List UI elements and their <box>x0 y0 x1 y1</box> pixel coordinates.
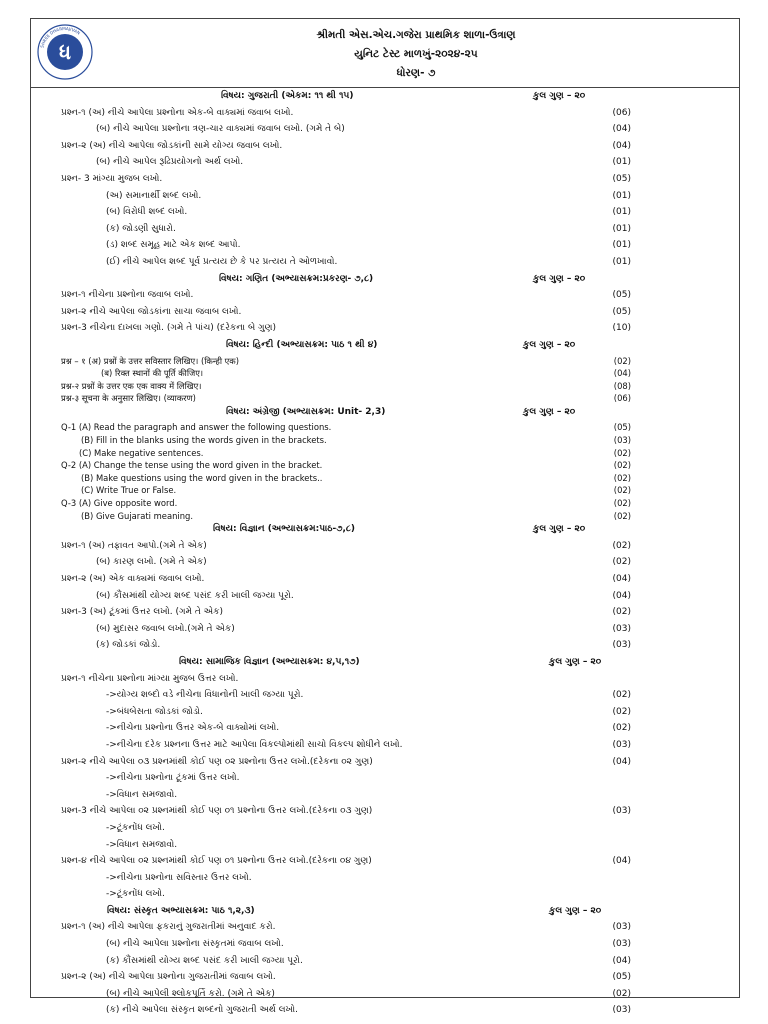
question-marks: (03) <box>612 1005 631 1016</box>
question-text: ->નીચેના પ્રશ્નોના ટૂંકમાં ઉત્તર લખો. <box>106 773 240 784</box>
question-row <box>31 937 739 954</box>
question-row <box>31 738 739 755</box>
question-text: (C) Write True or False. <box>81 485 177 496</box>
question-text: प्रश्न-३ सूचना के अनुसार लिखिए। (व्याकरण) <box>61 393 196 404</box>
subject-heading <box>31 272 739 289</box>
question-row <box>31 189 739 206</box>
question-row <box>31 920 739 937</box>
school-logo <box>35 22 95 82</box>
syllabus-rows <box>31 89 739 1020</box>
total-marks-label: કુલ ગુણ – ૨૦ <box>523 406 576 417</box>
subject-title: વિષય: ગુજરાતી (એકમ: ૧૧ થી ૧૫) <box>221 91 354 101</box>
question-marks: (04) <box>612 955 631 966</box>
question-text: (બ) નીચે આપેલા પ્રશ્નોના ત્રણ-ચાર વાક્યમાં જવાબ લખો. (ગમે તે બે) <box>96 124 345 135</box>
question-row <box>31 122 739 139</box>
question-text: (બ) કારણ લખો. (ગમે તે એક) <box>96 557 207 568</box>
question-text: ->નીચેના પ્રશ્નોના સવિસ્તાર ઉત્તર લખો. <box>106 872 252 883</box>
question-row <box>31 321 739 338</box>
question-row <box>31 459 739 472</box>
question-row <box>31 954 739 971</box>
question-text: પ્રશ્ન-3 નીચે આપેલા ૦૨ પ્રશ્નમાંથી કોઈ પણ ૦૧ પ્રશ્નોના ઉત્તર લખો.(દરેકના ૦૩ ગુણ) <box>61 806 373 817</box>
question-row <box>31 172 739 189</box>
question-marks: (06) <box>613 393 631 404</box>
question-marks: (02) <box>613 472 631 483</box>
question-row <box>31 380 739 393</box>
question-row <box>31 804 739 821</box>
question-row <box>31 1003 739 1020</box>
standard-label: ધોરણ- ૭ <box>396 67 436 79</box>
question-text: પ્રશ્ન-૨ (અ) નીચે આપેલા પ્રશ્નોના ગુજરાતીમાં જવાબ લખો. <box>61 972 276 983</box>
question-marks: (02) <box>613 460 631 471</box>
question-marks: (02) <box>612 723 631 734</box>
question-row <box>31 539 739 556</box>
question-marks: (05) <box>612 173 631 184</box>
question-text: (ઈ) નીચે આપેલ શબ્દ પૂર્વ પ્રત્યય છે કે પર પ્રત્યય તે ઓળખાવો. <box>106 256 338 267</box>
school-name: શ્રીમતી એસ.એચ.ગજેરા પ્રાથમિક શાળા-ઉત્રાણ <box>316 29 516 41</box>
question-text: (બ) મુદાસર જવાબ લખો.(ગમે તે એક) <box>96 623 235 634</box>
question-marks: (01) <box>612 256 631 267</box>
subject-heading <box>31 655 739 672</box>
question-row <box>31 355 739 368</box>
question-text: (બ) નીચે આપેલી શ્લોકપૂર્તિ કરો. (ગમે તે એક) <box>106 988 275 999</box>
question-text: (ક) જોડકાં જોડો. <box>96 640 161 651</box>
subject-heading <box>31 405 739 422</box>
question-text: (ક) નીચે આપેલા સંસ્કૃત શબ્દનો ગુજરાતી અર્થ લખો. <box>106 1005 299 1016</box>
question-text: પ્રશ્ન-૨ નીચે આપેલા ૦૩ પ્રશ્નમાંથી કોઈ પણ ૦૨ પ્રશ્નોના ઉત્તર લખો.(દરેકના ૦૨ ગુણ) <box>61 756 373 767</box>
question-text: Q-2 (A) Change the tense using the word given in the bracket. <box>61 460 323 471</box>
question-text: ->વિધાન સમજાવો. <box>106 839 178 850</box>
question-marks: (01) <box>612 207 631 218</box>
question-marks: (01) <box>612 240 631 251</box>
question-text: (બ) નીચે આપેલા પ્રશ્નોના સંસ્કૃતમાં જવાબ લખો. <box>106 939 284 950</box>
question-marks: (03) <box>613 435 631 446</box>
question-marks: (03) <box>612 640 631 651</box>
total-marks-label: કુલ ગુણ – ૨૦ <box>533 273 586 284</box>
question-row <box>31 392 739 405</box>
question-text: પ્રશ્ન-૧ (અ) નીચે આપેલા પ્રશ્નોના એક-બે વાક્યમાં જવાબ લખો. <box>61 107 294 118</box>
question-row <box>31 497 739 510</box>
question-marks: (02) <box>613 447 631 458</box>
subject-heading <box>31 89 739 106</box>
question-row <box>31 555 739 572</box>
question-text: પ્રશ્ન-૪ નીચે આપેલા ૦૨ પ્રશ્નમાંથી કોઈ પણ ૦૧ પ્રશ્નોના ઉત્તર લખો.(દરેકના ૦૪ ગુણ) <box>61 856 372 867</box>
total-marks-label: કુલ ગુણ – ૨૦ <box>523 339 576 350</box>
total-marks-label: કુલ ગુણ – ૨૦ <box>549 656 602 667</box>
subject-title: વિષય: હિન્દી (અભ્યાસક્રમ: પાઠ ૧ થી ૪) <box>226 339 378 350</box>
question-row <box>31 572 739 589</box>
question-marks: (02) <box>613 355 631 366</box>
sheet-header <box>31 19 739 88</box>
subject-title: વિષય: અંગ્રેજી (અભ્યાસક્રમ: Unit- 2,3) <box>226 406 386 417</box>
question-marks: (01) <box>612 223 631 234</box>
question-text: ->નીચેના દરેક પ્રશ્નના ઉત્તર માટે આપેલા વિકલ્પોમાંથી સાચો વિકલ્પ શોધીને લખો. <box>106 739 403 750</box>
question-row <box>31 589 739 606</box>
question-row <box>31 106 739 123</box>
question-row <box>31 222 739 239</box>
question-marks: (05) <box>612 972 631 983</box>
question-marks: (02) <box>613 498 631 509</box>
question-text: પ્રશ્ન-૧ (અ) નીચે આપેલા ફકરાનું ગુજરાતીમાં અનુવાદ કરો. <box>61 922 276 933</box>
question-row <box>31 255 739 272</box>
subject-title: વિષય: ગણિત (અભ્યાસક્રમ:પ્રકરણ- ૭,૮) <box>219 273 374 284</box>
question-row <box>31 472 739 485</box>
question-row <box>31 672 739 689</box>
subject-title: વિષય: સામાજિક વિજ્ઞાન (અભ્યાસક્રમ: ૪,૫,૧૭) <box>179 656 360 667</box>
question-row <box>31 367 739 380</box>
question-row <box>31 622 739 639</box>
question-marks: (02) <box>613 485 631 496</box>
question-row <box>31 771 739 788</box>
question-text: ->યોગ્ય શબ્દો વડે નીચેના વિધાનોની ખાલી જગ્યા પૂરો. <box>106 690 304 701</box>
question-row <box>31 987 739 1004</box>
question-row <box>31 434 739 447</box>
question-text: (અ) સમાનાર્થી શબ્દ લખો. <box>106 190 202 201</box>
question-text: प्रश्न – १ (अ) प्रश्नों के उत्तर सविस्तार लिखिए। (किन्ही एक) <box>61 355 239 366</box>
question-text: Q-3 (A) Give opposite word. <box>61 498 178 509</box>
question-text: ->ટૂંકનોંધ લખો. <box>106 889 165 900</box>
question-row <box>31 705 739 722</box>
question-row <box>31 155 739 172</box>
question-marks: (02) <box>612 988 631 999</box>
question-marks: (03) <box>612 739 631 750</box>
question-row <box>31 821 739 838</box>
question-row <box>31 238 739 255</box>
question-row <box>31 421 739 434</box>
question-marks: (05) <box>613 422 631 433</box>
question-text: પ્રશ્ન-૧ નીચેના પ્રશ્નોના માંગ્યા મુજબ ઉત્તર લખો. <box>61 673 239 684</box>
question-row <box>31 205 739 222</box>
subject-heading <box>31 522 739 539</box>
question-row <box>31 871 739 888</box>
total-marks-label: કુલ ગુણ – ૨૦ <box>533 91 586 101</box>
question-row <box>31 755 739 772</box>
question-text: પ્રશ્ન-૧ (અ) તફાવત આપો.(ગમે તે એક) <box>61 540 207 551</box>
subject-heading <box>31 904 739 921</box>
question-row <box>31 484 739 497</box>
question-marks: (04) <box>612 590 631 601</box>
question-marks: (05) <box>612 306 631 317</box>
question-marks: (05) <box>612 290 631 301</box>
total-marks-label: કુલ ગુણ – ૨૦ <box>549 905 602 916</box>
question-text: ->ટૂંકનોંધ લખો. <box>106 822 165 833</box>
question-text: પ્રશ્ન-૨ (અ) નીચે આપેલા જોડકાંની સામે યોગ્ય જવાબ લખો. <box>61 140 283 151</box>
question-text: (ક) કૌંસમાંથી યોગ્ય શબ્દ પસંદ કરી ખાલી જગ્યા પૂરો. <box>106 955 303 966</box>
question-row <box>31 139 739 156</box>
question-text: પ્રશ્ન-૨ (અ) એક વાક્યમાં જવાબ લખો. <box>61 574 205 584</box>
question-text: (B) Make questions using the word given in the brackets.. <box>81 472 323 483</box>
question-marks: (02) <box>612 706 631 717</box>
question-marks: (03) <box>612 922 631 933</box>
question-row <box>31 788 739 805</box>
question-text: Q-1 (A) Read the paragraph and answer the following questions. <box>61 422 332 433</box>
question-row <box>31 447 739 460</box>
question-row <box>31 838 739 855</box>
question-text: (B) Give Gujarati meaning. <box>81 510 193 521</box>
question-row <box>31 688 739 705</box>
question-text: (B) Fill in the blanks using the words given in the brackets. <box>81 435 327 446</box>
question-row <box>31 305 739 322</box>
question-marks: (01) <box>612 190 631 201</box>
question-marks: (04) <box>612 124 631 135</box>
subject-title: વિષય: સંસ્કૃત અભ્યાસક્રમ: પાઠ ૧,૨,૩) <box>107 905 255 916</box>
question-text: ->વિધાન સમજાવો. <box>106 789 178 800</box>
question-row <box>31 288 739 305</box>
question-marks: (02) <box>612 690 631 701</box>
question-text: (C) Make negative sentences. <box>79 447 204 458</box>
question-text: ->નીચેના પ્રશ્નોના ઉત્તર એક-બે વાક્યોમાં લખો. <box>106 723 280 734</box>
logo-text: SHREE DHARMAJIVAN <box>39 25 82 49</box>
question-text: પ્રશ્ન-૧ નીચેના પ્રશ્નોના જવાબ લખો. <box>61 290 194 301</box>
question-text: (ब) रिक्त स्थानों की पूर्ति कीजिए। <box>101 368 204 379</box>
question-row <box>31 970 739 987</box>
question-text: (બ) વિરોધી શબ્દ લખો. <box>106 207 188 218</box>
question-text: પ્રશ્ન-૨ નીચે આપેલા જોડકાંના સાચા જવાબ લખો. <box>61 306 242 317</box>
question-text: प्रश्न-२ प्रश्नों के उत्तर एक एक वाक्य में लिखिए। <box>61 380 202 391</box>
question-text: પ્રશ્ન- 3 માંગ્યા મુજબ લખો. <box>61 173 163 184</box>
question-marks: (04) <box>612 756 631 767</box>
question-text: પ્રશ્ન-3 (અ) ટૂંકમાં ઉત્તર લખો. (ગમે તે એક) <box>61 607 224 618</box>
question-text: પ્રશ્ન-3 નીચેના દાખલા ગણો. (ગમે તે પાંચ) (દરેકના બે ગુણ) <box>61 323 276 334</box>
question-row <box>31 510 739 523</box>
question-text: (બ) નીચે આપેલ રૂઢિપ્રયોગનો અર્થ લખો. <box>96 157 244 168</box>
subject-title: વિષય: વિજ્ઞાન (અભ્યાસક્રમ:પાઠ-૭,૮) <box>213 524 355 535</box>
question-marks: (04) <box>612 140 631 151</box>
syllabus-sheet <box>30 18 740 1016</box>
question-row <box>31 854 739 871</box>
question-text: ->બંધબેસતા જોડકાં જોડો. <box>106 706 203 717</box>
question-marks: (02) <box>613 510 631 521</box>
question-marks: (03) <box>612 806 631 817</box>
question-text: (ડ) શબ્દ સમૂહ માટે એક શબ્દ આપો. <box>106 240 241 251</box>
question-row <box>31 638 739 655</box>
test-title: યુનિટ ટેસ્ટ માળખું-૨૦૨૪-૨૫ <box>354 48 478 60</box>
question-marks: (02) <box>612 557 631 568</box>
question-marks: (01) <box>612 157 631 168</box>
question-marks: (02) <box>612 540 631 551</box>
logo-letter: ધ <box>59 40 71 64</box>
question-text: (બ) કૌંસમાંથી યોગ્ય શબ્દ પસંદ કરી ખાલી જગ્યા પૂરો. <box>96 590 294 601</box>
question-row <box>31 887 739 904</box>
question-row <box>31 605 739 622</box>
total-marks-label: કુલ ગુણ – ૨૦ <box>533 524 586 535</box>
question-marks: (03) <box>612 623 631 634</box>
question-marks: (04) <box>612 856 631 867</box>
question-row <box>31 721 739 738</box>
question-marks: (04) <box>612 574 631 584</box>
question-marks: (10) <box>612 323 631 334</box>
question-marks: (06) <box>612 107 631 118</box>
subject-heading <box>31 338 739 355</box>
question-marks: (03) <box>612 939 631 950</box>
question-marks: (04) <box>613 368 631 379</box>
question-marks: (02) <box>612 607 631 618</box>
question-text: (ક) જોડણી સુધારો. <box>106 223 176 234</box>
question-marks: (08) <box>613 380 631 391</box>
